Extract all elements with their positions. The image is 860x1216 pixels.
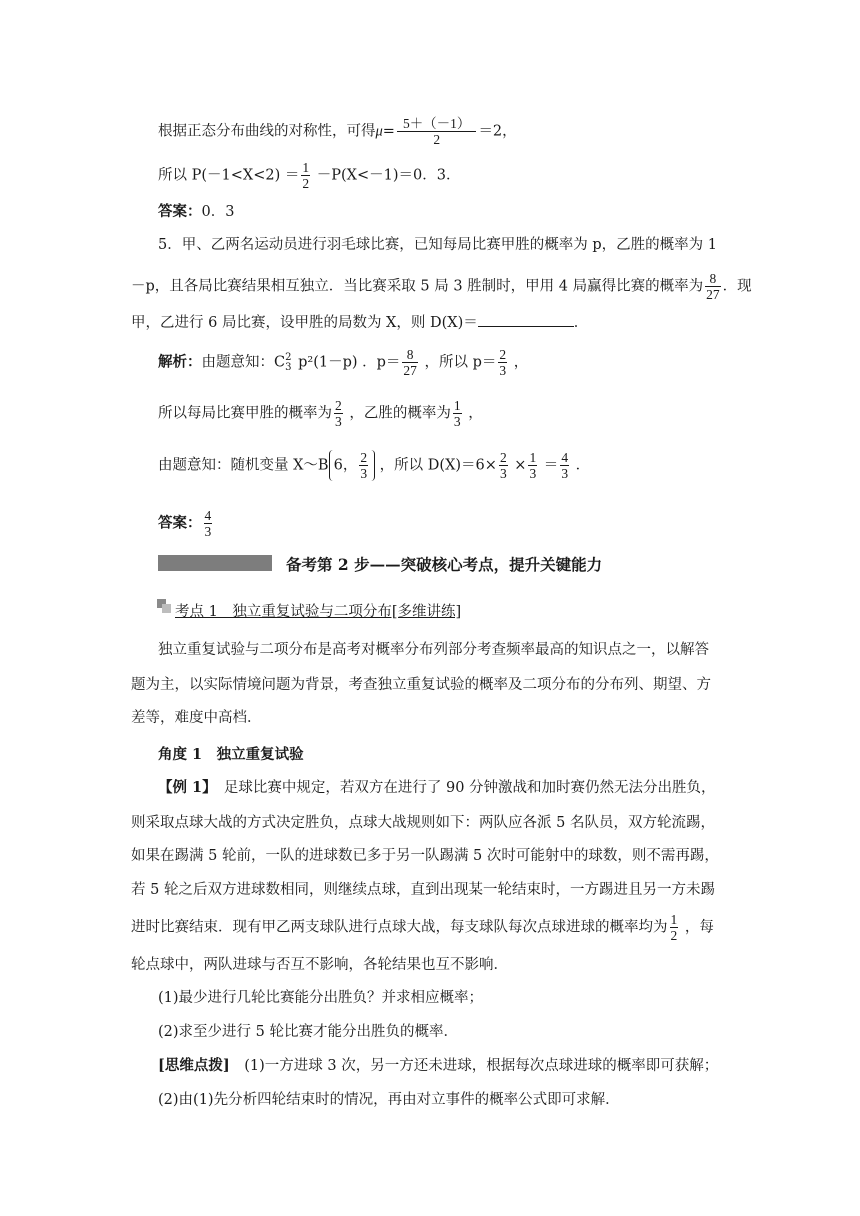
fraction [453, 398, 462, 429]
example-question-2: (2)求至少进行 5 轮比赛才能分出胜负的概率． [158, 1024, 458, 1040]
analysis-line-2 [158, 398, 483, 429]
text: －P(X<－1)＝0．3． [312, 167, 461, 184]
text: (1)一方进球 3 次，另一方还未进球，根据每次点球进球的概率即可获解； [229, 1058, 719, 1074]
fraction [334, 398, 343, 429]
text: ．现 [722, 278, 752, 295]
fraction-denominator: 2 [670, 928, 678, 943]
text: 根据正态分布曲线的对称性，可得 [158, 123, 376, 140]
step-heading: 备考第 2 步——突破核心考点，提升关键能力 [286, 555, 603, 574]
text: ． [571, 457, 591, 474]
fraction-numerator: 8 [406, 347, 414, 362]
text: p²(1－p) [293, 354, 358, 371]
example-line-1 [158, 778, 716, 798]
text: ，每 [680, 919, 714, 936]
hint-line-1 [158, 1056, 718, 1076]
text: 所以每局比赛甲胜的概率为 [158, 405, 332, 422]
text: ＝2， [478, 123, 517, 140]
answer-label: 答案： [158, 514, 202, 532]
example-label: 【例 1】 [158, 779, 210, 796]
text: ，所以 D(X)＝6× [375, 457, 497, 474]
fraction-denominator: 2 [302, 176, 310, 191]
example-line-5 [131, 912, 714, 943]
fraction-numerator: 2 [499, 450, 507, 465]
hint-line-2: (2)由(1)先分析四轮结束时的情况，再由对立事件的概率公式即可求解． [158, 1092, 620, 1108]
fraction-numerator: 8 [709, 271, 717, 286]
text: = [382, 123, 395, 140]
text: ， [509, 354, 529, 371]
answer-label: 答案： [158, 203, 202, 220]
text: ＝ [539, 457, 559, 474]
fraction-numerator: 1 [529, 450, 537, 465]
fraction-denominator: 3 [499, 363, 507, 378]
key-point-icon [157, 599, 173, 613]
intro-line-2: 题为主，以实际情境问题为背景，考查独立重复试验的概率及二项分布的分布列、期望、方 [131, 677, 711, 693]
subscript: 3 [285, 361, 292, 373]
fraction-denominator: 3 [499, 466, 507, 481]
fraction [402, 347, 418, 378]
symmetry-line [158, 116, 517, 147]
text: 进时比赛结束．现有甲乙两支球队进行点球大战，每支球队每次点球进球的概率均为 [131, 919, 668, 936]
fraction [670, 912, 679, 943]
answer-1 [158, 202, 234, 222]
key-point-title: 考点 1 独立重复试验与二项分布[多维讲练] [175, 604, 462, 620]
binomial-parameters [329, 450, 375, 481]
fraction [301, 160, 310, 191]
fraction-denominator: 27 [706, 287, 720, 302]
fraction [499, 450, 508, 481]
text: 甲，乙进行 6 局比赛，设甲胜的局数为 X，则 D(X)＝ [131, 315, 478, 331]
mu-symbol: μ [375, 123, 383, 140]
text: ，所以 p＝ [419, 354, 497, 371]
section-bar [158, 555, 272, 571]
fraction [705, 271, 721, 302]
fraction-denominator: 27 [403, 363, 417, 378]
text: 由题意知：随机变量 X～B [158, 457, 329, 474]
answer-2 [158, 508, 214, 539]
answer-blank [478, 312, 574, 327]
hint-label: [思维点拨] [158, 1057, 230, 1074]
fraction-numerator: 2 [335, 398, 342, 413]
binomial-n: 6， [333, 457, 358, 474]
question-5-line-2 [131, 271, 752, 302]
fraction-denominator: 2 [397, 131, 477, 147]
fraction [528, 450, 537, 481]
answer-value: 0．3 [201, 204, 235, 220]
fraction-denominator: 3 [360, 466, 368, 481]
fraction-numerator: 5＋（－1） [402, 116, 471, 131]
fraction-numerator: 2 [499, 347, 507, 362]
example-line-4: 若 5 轮之后双方进球数相同，则继续点球，直到出现某一轮结束时，一方踢进且另一方未踢 [131, 882, 715, 898]
text: ， [463, 405, 483, 422]
superscript: 2 [285, 351, 292, 363]
fraction [359, 450, 368, 481]
question-5-line-3 [131, 312, 588, 333]
text: ．p＝ [357, 354, 401, 371]
question-5-line-1 [158, 235, 717, 255]
fraction-numerator: 2 [360, 450, 368, 465]
fraction [560, 450, 569, 481]
text: 由题意知：C [201, 354, 286, 371]
fraction-numerator: 4 [204, 508, 212, 523]
angle-heading: 角度 1 独立重复试验 [158, 746, 304, 763]
fraction-numerator: 1 [453, 398, 461, 413]
text: 足球比赛中规定，若双方在进行了 90 分钟激战和加时赛仍然无法分出胜负， [209, 780, 716, 796]
answer-fraction [204, 508, 213, 539]
text: ，乙胜的概率为 [344, 405, 451, 422]
intro-line-3: 差等，难度中高档． [131, 710, 262, 726]
analysis-line-1 [158, 347, 528, 378]
fraction-denominator: 3 [529, 466, 537, 481]
fraction-numerator: 1 [670, 912, 678, 927]
text: 所以 P(－1<X<2) ＝ [158, 167, 300, 184]
example-line-2: 则采取点球大战的方式决定胜负，点球大战规则如下：两队应各派 5 名队员，双方轮流踢， [131, 815, 715, 831]
probability-line [158, 160, 460, 191]
fraction [397, 116, 477, 147]
combination-indices [285, 353, 291, 373]
fraction-denominator: 3 [335, 414, 342, 429]
example-question-1: (1)最少进行几轮比赛能分出胜负？并求相应概率； [158, 990, 484, 1006]
example-line-3: 如果在踢满 5 轮前，一队的进球数已多于另一队踢满 5 次时可能射中的球数，则不需再踢， [131, 848, 719, 864]
fraction-numerator: 1 [302, 160, 310, 175]
text: －p，且各局比赛结果相互独立．当比赛采取 5 局 3 胜制时，甲用 4 局赢得比赛的概率为 [131, 278, 704, 295]
text: ． [573, 315, 589, 331]
fraction-denominator: 3 [453, 414, 461, 429]
analysis-line-3 [158, 450, 590, 481]
fraction-denominator: 3 [204, 524, 212, 539]
fraction-numerator: 4 [561, 450, 569, 465]
text: × [509, 457, 527, 474]
example-line-6: 轮点球中，两队进球与否互不影响，各轮结果也互不影响． [131, 957, 508, 973]
fraction [498, 347, 507, 378]
text: 5．甲、乙两名运动员进行羽毛球比赛，已知每局比赛甲胜的概率为 p，乙胜的概率为 1 [158, 237, 717, 253]
intro-line-1: 独立重复试验与二项分布是高考对概率分布列部分考查频率最高的知识点之一，以解答 [158, 642, 709, 658]
fraction-denominator: 3 [561, 466, 569, 481]
analysis-label: 解析： [158, 353, 202, 371]
